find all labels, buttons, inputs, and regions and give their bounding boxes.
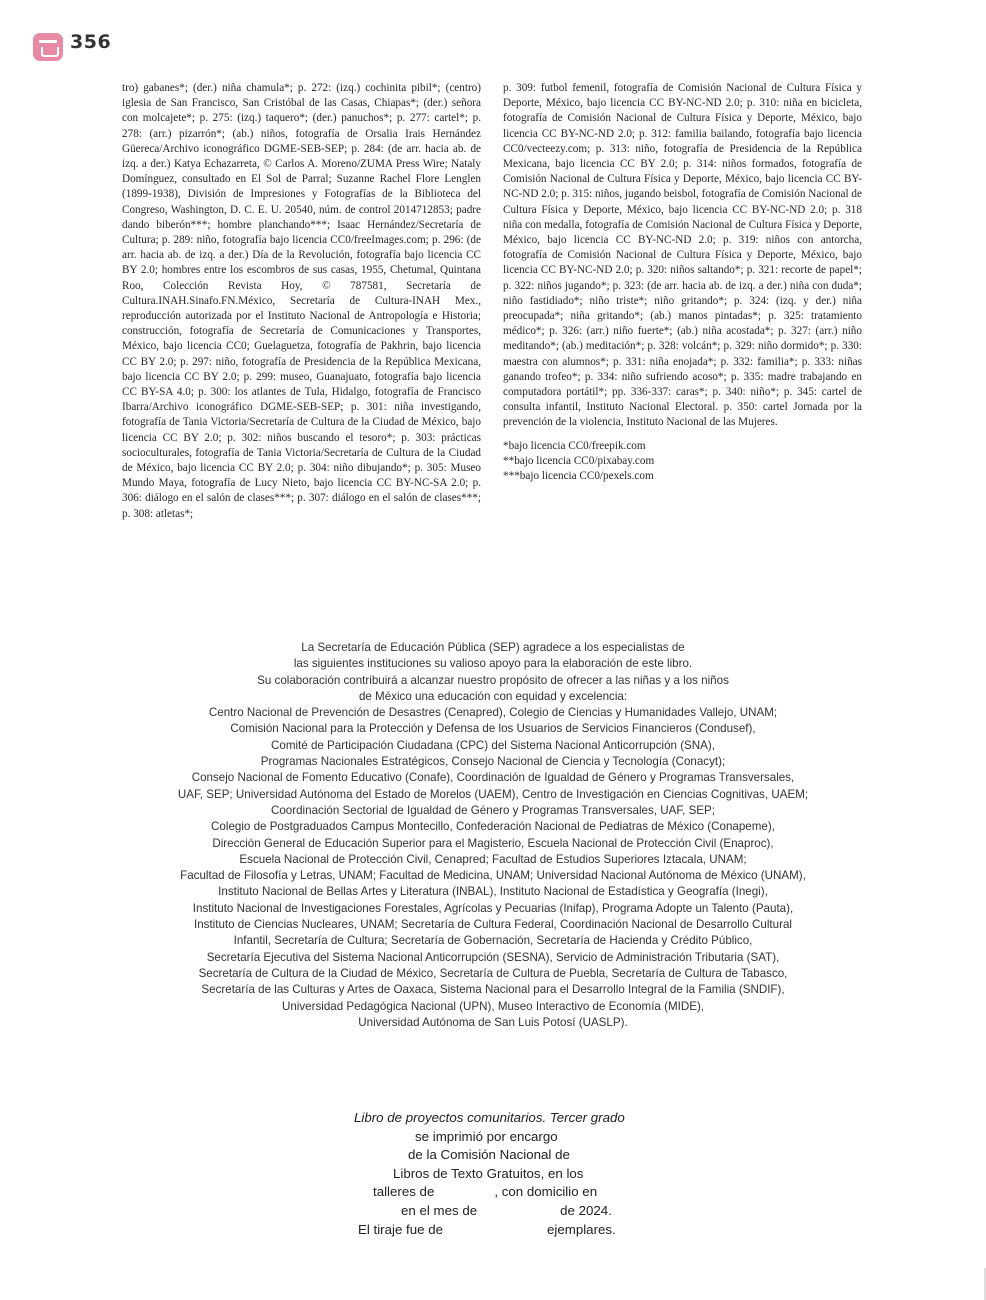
acknowledgment-line: Infantil, Secretaría de Cultura; Secretaría de Gobernación, Secretaría de Hacienda y Crédito Público,	[233, 934, 753, 948]
acknowledgment-line: Secretaría de las Culturas y Artes de Oaxaca, Sistema Nacional para el Desarrollo Integral de la Familia (SNDIF),	[201, 983, 785, 997]
colophon	[340, 1109, 650, 1239]
license-note: *bajo licencia CC0/freepik.com	[503, 439, 646, 452]
credits-text-left: tro) gabanes*; (der.) niña chamula*; p. 272: (izq.) cochinita pibil*; (centro) iglesia de San Francisco, San Cristóbal de las Casas, Chiapas*; (der.) señora con molcajete*; p. 275: (izq.) taquero*; (der.) panuchos*; p. 277: cartel*; p. 278: (arr.) pizarrón*; (ab.) niños, fotografía de Orsalia Irais Hernández Güereca/Archivo iconográfico DGME-SEB-SEP; p. 284: (de arr. hacia ab. de izq. a der.) Katya Echazarreta, © Carlos A. Moreno/ZUMA Press Wire; Nataly Domínguez, consultado en El Sol de Parral; Suzanne Rachel Flore Lenglen (1899-1938), División de Impresiones y Fotografías de la Biblioteca del Congreso, Washington, D. C. E. U. 20540, núm. de control 2014712853; padre dando biberón***; hombre planchando***; Isaac Hernández/Secretaría de Cultura; p. 289: niño, fotografía bajo licencia CC0/freeImages.com; p. 296: (de arr. hacia ab. de izq. a der.) Día de la Revolución, fotografía bajo licencia CC BY 2.0; hombres entre los escombros de sus casas, 1955, Chetumal, Quintana Roo, Colección Revista Hoy, © 787581, Secretaría de Cultura.INAH.Sinafo.FN.México, Secretaría de Cultura-INAH Mex., reproducción autorizada por el Instituto Nacional de Antropología e Historia; construcción, fotografía de Secretaría de Comunicaciones y Transportes, México, bajo licencia CC0; Guelaguetza, fotografía de Pakhrin, bajo licencia CC BY 2.0; p. 297: niño, fotografía de Presidencia de la República Mexicana, bajo licencia CC BY 2.0; p. 299: museo, Guanajuato, fotografía bajo licencia CC BY-SA 4.0; p. 300: los atlantes de Tula, Hidalgo, fotografía de Francisco Ibarra/Archivo iconográfico DGME-SEB-SEP; p. 301: niña investigando, fotografía de Tania Victoria/Secretaría de Cultura de la Ciudad de México, bajo licencia CC BY 2.0; p. 302: niños buscando el tesoro*; p. 303: prácticas socioculturales, fotografía de Tania Victoria/Secretaría de Cultura de la Ciudad de México, bajo licencia CC BY 2.0; p. 304: niño dibujando*; p. 305: Museo Mundo Maya, fotografía de Lucy Nieto, bajo licencia CC BY-NC-SA 2.0; p. 306: diálogo en el salón de clases***; p. 307: diálogo en el salón de clases***; p. 308: atletas*;	[122, 82, 481, 520]
acknowledgment-line: Programas Nacionales Estratégicos, Consejo Nacional de Ciencia y Tecnología (Conacyt);	[260, 755, 726, 769]
colophon-text: , con domicilio en	[494, 1184, 598, 1200]
colophon-line	[340, 1221, 650, 1240]
acknowledgment-line: Universidad Autónoma de San Luis Potosí (UASLP).	[358, 1015, 628, 1029]
acknowledgment-line: Coordinación Sectorial de Igualdad de Género y Programas Transversales, UAF, SEP;	[270, 803, 715, 817]
colophon-line	[340, 1202, 650, 1221]
colophon-text: talleres de	[373, 1184, 435, 1200]
book-series-icon	[33, 33, 63, 61]
credits-column-left	[122, 81, 481, 522]
acknowledgment-line: Instituto Nacional de Investigaciones Forestales, Agrícolas y Pecuarias (Inifap), Programa Adopte un Talento (Pauta),	[192, 901, 794, 915]
page-number: 356	[70, 31, 112, 53]
colophon-text: El tiraje fue de	[358, 1221, 444, 1237]
license-notes	[503, 439, 862, 485]
acknowledgment-line: Centro Nacional de Prevención de Desastres (Cenapred), Colegio de Ciencias y Humanidades Vallejo, UNAM;	[208, 706, 778, 720]
colophon-title: Libro de proyectos comunitarios. Tercer grado	[354, 1110, 625, 1125]
acknowledgment-line: La Secretaría de Educación Pública (SEP) agradece a los especialistas de	[301, 641, 685, 654]
colophon-line: se imprimió por encargo	[415, 1128, 558, 1144]
acknowledgment-line: de México una educación con equidad y excelencia:	[358, 689, 628, 703]
acknowledgment-line: Secretaría de Cultura de la Ciudad de México, Secretaría de Cultura de Puebla, Secretaría de Cultura de Tabasco,	[198, 966, 788, 980]
acknowledgment-line: Instituto Nacional de Bellas Artes y Literatura (INBAL), Instituto Nacional de Estadística y Geografía (Inegi),	[218, 885, 768, 899]
acknowledgment-line: Secretaría Ejecutiva del Sistema Nacional Anticorrupción (SESNA), Servicio de Administración Tributaria (SAT),	[206, 950, 780, 964]
license-note: **bajo licencia CC0/pixabay.com	[503, 454, 655, 467]
acknowledgment-line: Su colaboración contribuirá a alcanzar nuestro propósito de ofrecer a las niñas y a los niños	[257, 673, 729, 687]
acknowledgment-line: Instituto de Ciencias Nucleares, UNAM; Secretaría de Cultura Federal, Coordinación Nacional de Desarrollo Cultural	[193, 918, 792, 932]
colophon-text: ejemplares.	[547, 1221, 616, 1237]
acknowledgment-line: Comisión Nacional para la Protección y Defensa de los Usuarios de Servicios Financieros (Condusef),	[230, 722, 756, 736]
license-note: ***bajo licencia CC0/pexels.com	[503, 470, 654, 483]
colophon-line: Libros de Texto Gratuitos, en los	[393, 1165, 584, 1181]
acknowledgments	[160, 640, 826, 1031]
acknowledgment-line: Comité de Participación Ciudadana (CPC) del Sistema Nacional Anticorrupción (SNA),	[271, 738, 715, 752]
colophon-line	[340, 1183, 650, 1202]
acknowledgment-line: Dirección General de Educación Superior para el Magisterio, Escuela Nacional de Protección Civil (Enaproc),	[212, 836, 774, 850]
colophon-line: de la Comisión Nacional de	[408, 1147, 570, 1163]
acknowledgment-line: Universidad Pedagógica Nacional (UPN), Museo Interactivo de Economía (MIDE),	[281, 999, 705, 1013]
credits-column-right	[503, 81, 862, 484]
acknowledgment-line: Facultad de Filosofía y Letras, UNAM; Facultad de Medicina, UNAM; Universidad Nacional Autónoma de México (UNAM),	[180, 869, 806, 883]
acknowledgment-line: las siguientes instituciones su valioso apoyo para la elaboración de este libro.	[293, 657, 693, 671]
acknowledgment-line: Colegio de Postgraduados Campus Montecillo, Confederación Nacional de Pediatras de México (Conapeme),	[211, 820, 775, 834]
acknowledgment-line: UAF, SEP; Universidad Autónoma del Estado de Morelos (UAEM), Centro de Investigación en Ciencias Cognitivas, UAEM;	[177, 787, 809, 801]
colophon-text: de 2024.	[560, 1202, 612, 1218]
acknowledgment-line: Consejo Nacional de Fomento Educativo (Conafe), Coordinación de Igualdad de Género y Programas Transversales,	[191, 771, 795, 785]
colophon-text: en el mes de	[401, 1202, 478, 1218]
credits-text-right: p. 309: futbol femenil, fotografía de Comisión Nacional de Cultura Física y Deporte, México, bajo licencia CC BY-NC-ND 2.0; p. 310: niña en bicicleta, fotografía de Comisión Nacional de Cultura Física y Deporte, México, bajo licencia CC BY-NC-ND 2.0; p. 312: familia bailando, fotografía bajo licencia CC0/vecteezy.com; p. 313: niño, fotografía de Presidencia de la República Mexicana, bajo licencia CC BY 2.0; p. 314: niños formados, fotografía de Comisión Nacional de Cultura Física y Deporte, México, bajo licencia CC BY-NC-ND 2.0; p. 315: niños, jugando beisbol, fotografía de Comisión Nacional de Cultura Física y Deporte, México, bajo licencia CC BY-NC-ND 2.0; p. 318 niña con medalla, fotografía de Comisión Nacional de Cultura Física y Deporte, México, bajo licencia CC BY-NC-ND 2.0; p. 319: niños con antorcha, fotografía de Comisión Nacional de Cultura Física y Deporte, México, bajo licencia CC BY-NC-ND 2.0; p. 320: niños saltando*; p. 321: recorte de papel*; p. 322: niños jugando*; p. 323: (de arr. hacia ab. de izq. a der.) niña con duda*; niño fastidiado*; niño triste*; niño gritando*; p. 324: (izq. y der.) niña preocupada*; niña gritando*; (ab.) manos pintadas*; p. 325: tratamiento médico*; p. 326: (arr.) niño fuerte*; (ab.) niña acostada*; p. 327: (arr.) niño meditando*; (ab.) meditación*; p. 328: volcán*; p. 329: niño dormido*; p. 330: maestra con alumnos*; p. 331: niña enojada*; p. 332: familia*; p. 333: niñas ganando trofeo*; p. 334: niño sufriendo acoso*; p. 335: madre trabajando en computadora portátil*; pp. 336-337: caras*; p. 340: niño*; p. 345: cartel de consulta infantil, Instituto Nacional Electoral. p. 350: cartel Jornada por la prevención de la violencia, Instituto Nacional de las Mujeres.	[503, 82, 862, 429]
acknowledgment-line: Escuela Nacional de Protección Civil, Cenapred; Facultad de Estudios Superiores Iztacala, UNAM;	[239, 852, 747, 866]
